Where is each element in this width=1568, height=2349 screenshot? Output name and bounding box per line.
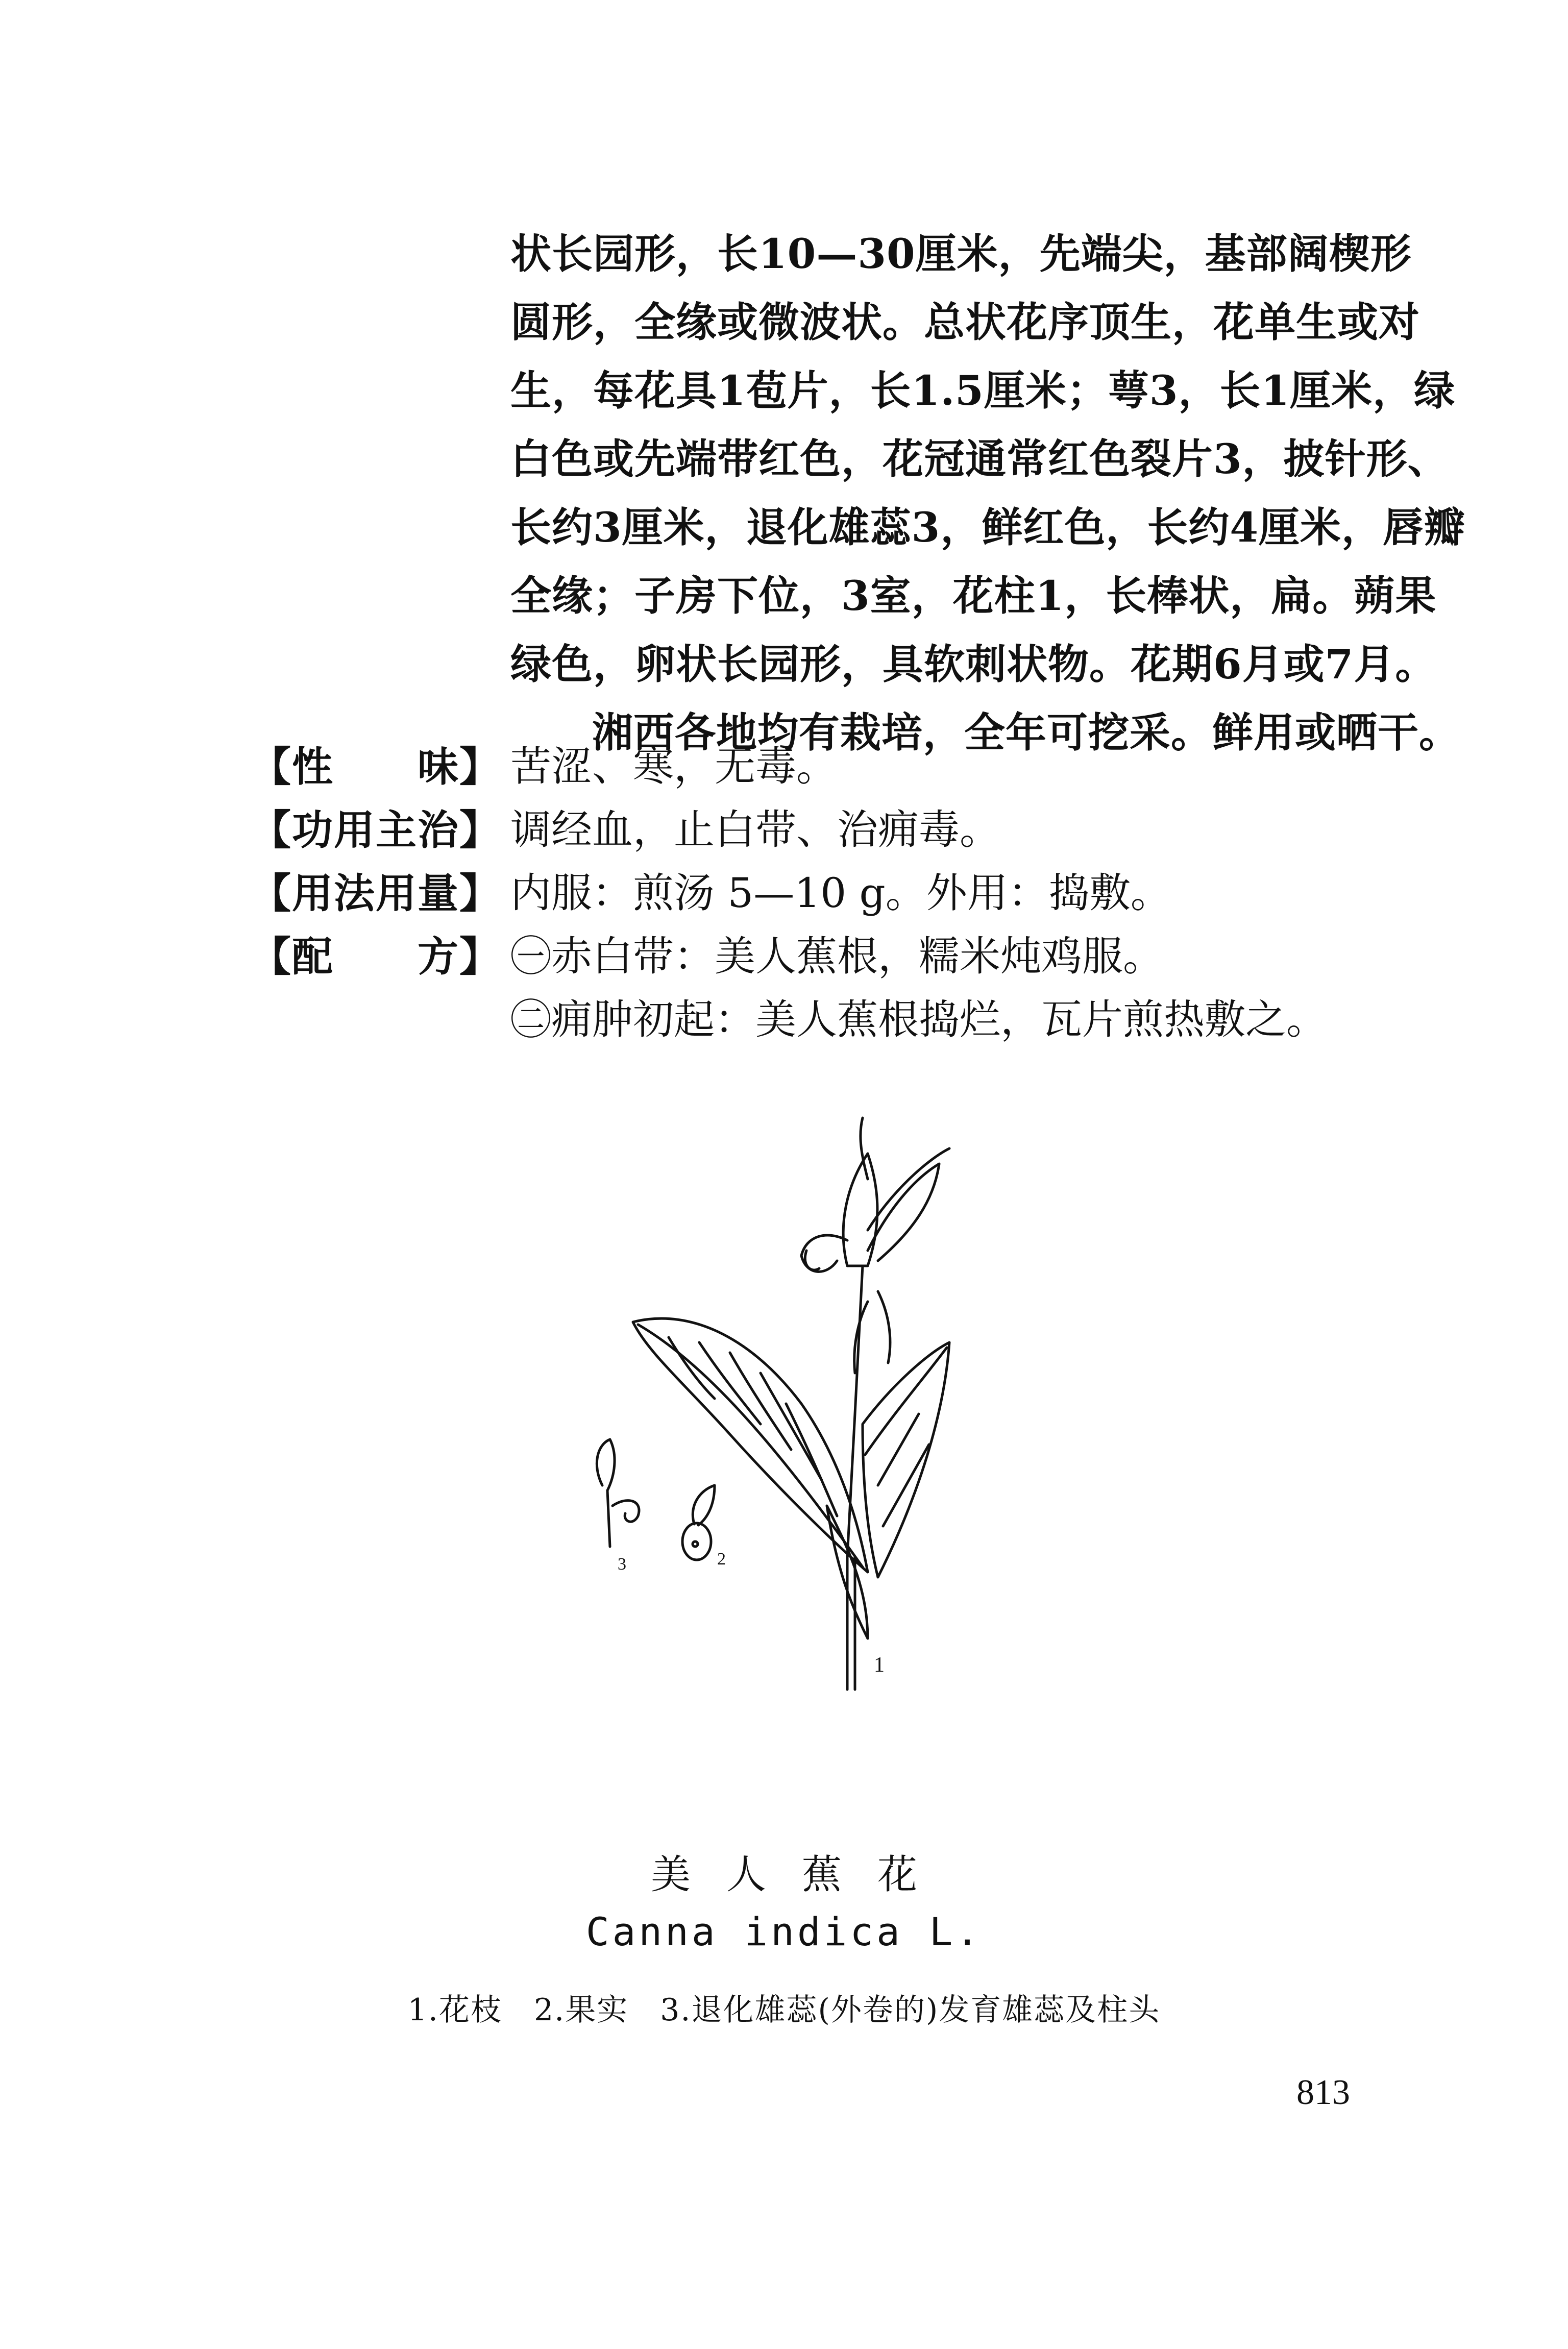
habitat-line: 湘西各地均有栽培，全年可挖采。鲜用或晒干。 bbox=[592, 708, 1460, 756]
medicinal-fields bbox=[250, 735, 1501, 1051]
page-number: 813 bbox=[1296, 2073, 1350, 2112]
field-label: 【用法用量】 bbox=[250, 869, 501, 917]
field-label: 【功用主治】 bbox=[250, 806, 501, 854]
field-nature-taste bbox=[250, 735, 1501, 798]
description-line: 绿色，卵状长园形，具软刺状物。花期6月或7月。 bbox=[510, 640, 1437, 688]
fruit-drawing bbox=[682, 1485, 715, 1560]
flower-cluster bbox=[843, 1154, 877, 1266]
canna-plant-illustration bbox=[561, 1097, 1021, 1710]
field-label: 【性 味】 bbox=[250, 743, 501, 791]
field-formula bbox=[250, 925, 1501, 988]
field-value: ㊁痈肿初起：美人蕉根捣烂，瓦片煎热敷之。 bbox=[510, 996, 1327, 1043]
staminode-drawing bbox=[597, 1439, 639, 1547]
field-usage-dosage bbox=[250, 862, 1501, 925]
description-paragraph bbox=[510, 219, 1470, 767]
field-value: 内服：煎汤 5—10 g。外用：捣敷。 bbox=[510, 869, 1171, 917]
field-value: 苦涩、寒，无毒。 bbox=[510, 743, 837, 790]
field-label: 【配 方】 bbox=[250, 933, 501, 981]
field-value: ㊀赤白带：美人蕉根，糯米炖鸡服。 bbox=[510, 933, 1164, 980]
upper-leaf bbox=[863, 1342, 949, 1577]
description-line: 长约3厘米，退化雄蕊3，鲜红色，长约4厘米，唇瓣 bbox=[510, 503, 1465, 551]
field-function-indication bbox=[250, 798, 1501, 862]
description-line: 白色或先端带红色，花冠通常红色裂片3，披针形、 bbox=[510, 435, 1449, 483]
figure-caption-latin: Canna indica L. bbox=[585, 1909, 983, 1954]
description-line: 圆形，全缘或微波状。总状花序顶生，花单生或对 bbox=[510, 298, 1420, 346]
description-line: 全缘；子房下位，3室，花柱1，长棒状，扁。蒴果 bbox=[510, 572, 1437, 620]
field-value: 调经血，止白带、治痈毒。 bbox=[510, 806, 1000, 853]
figure-legend: 1.花枝 2.果实 3.退化雄蕊(外卷的)发育雄蕊及柱头 bbox=[407, 1992, 1161, 2028]
description-line: 生，每花具1苞片，长1.5厘米；萼3，长1厘米，绿 bbox=[510, 366, 1456, 414]
figure-label-1: 1 bbox=[874, 1653, 885, 1677]
figure-label-3: 3 bbox=[618, 1555, 626, 1574]
description-line: 状长园形，长10—30厘米，先端尖，基部阔楔形 bbox=[510, 230, 1412, 278]
field-formula-continuation bbox=[250, 988, 1501, 1051]
figure-label-2: 2 bbox=[717, 1550, 726, 1569]
figure-caption-chinese: 美人蕉花 bbox=[650, 1852, 953, 1898]
